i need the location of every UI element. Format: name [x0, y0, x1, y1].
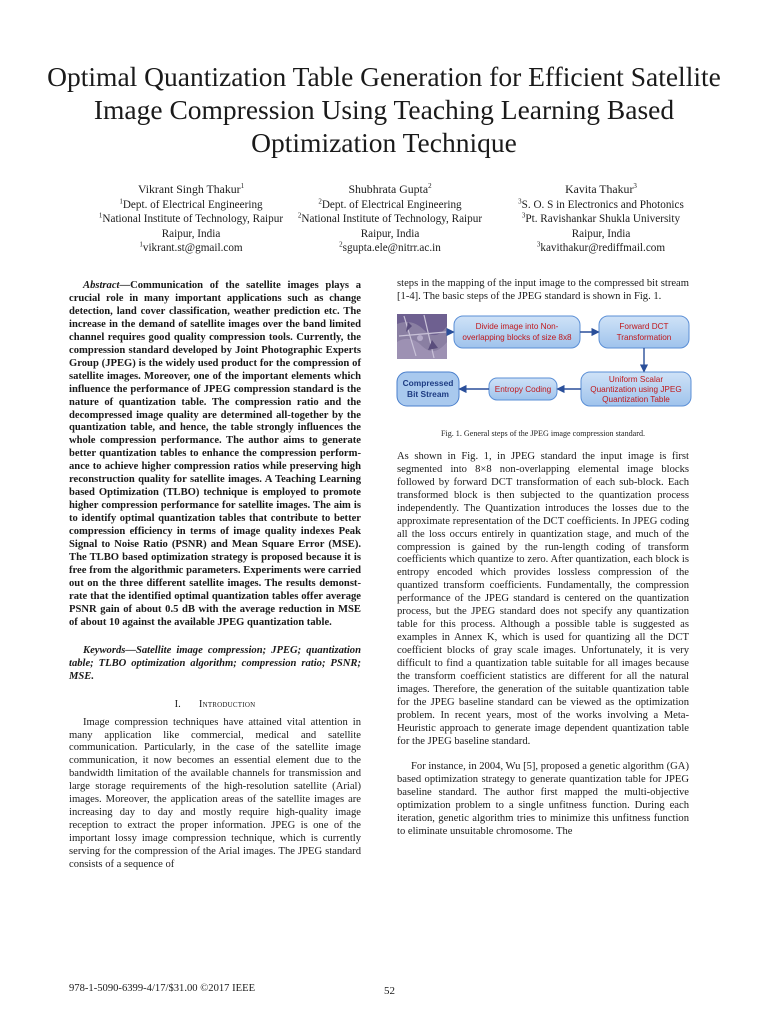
- author-name: Shubhrata Gupta$^2$: [348, 182, 432, 196]
- left-column: [69, 280, 361, 872]
- box-label: Compressed: [402, 377, 454, 388]
- author-block-3: [481, 182, 721, 255]
- author-block-2: [270, 182, 510, 255]
- author-email: $^2$sgupta.ele@nitrr.ac.in: [339, 240, 441, 254]
- box-label: Divide image into Non-: [475, 321, 559, 331]
- copyright-footer: 978-1-5090-6399-4/17/$31.00 ©2017 IEEE: [69, 983, 256, 994]
- author-location: Raipur, India: [360, 227, 420, 240]
- jpeg-steps-diagram: [394, 312, 692, 422]
- paper-title: Optimal Quantization Table Generation for Efficient Satellite Image Compression Using Teaching Learning Based Optimization Technique: [47, 61, 721, 158]
- satellite-image-thumbnail: [397, 314, 447, 359]
- body-paragraph: For instance, in 2004, Wu [5], proposed a genetic algorithm (GA) based optimization strategy to generate quantization table for JPEG baseline standard. The author first mapped the multi-objective optimization problem to a single unfitness function. During each iteration, genetic algorithm tries to minimize this unfitness function to eliminate unsuitable chromosome. The: [397, 760, 689, 837]
- author-email: $^3$kavithakur@rediffmail.com: [536, 240, 666, 254]
- figure-caption: Fig. 1. General steps of the JPEG image compression standard.: [440, 428, 646, 438]
- right-column: [397, 278, 689, 839]
- author-location: Raipur, India: [571, 227, 631, 240]
- author-location: Raipur, India: [161, 227, 221, 240]
- box-label: Transformation: [616, 332, 672, 342]
- body-paragraph: As shown in Fig. 1, in JPEG standard the input image is first segmented into 8×8 non-overlapping elemental image blocks followed by forward DCT transformation of each sub-block. Each transformed block is then subjected to the quantization process independently. The Quantization introduces the losses due to the approximate representation of the DCT coefficients. In JPEG coding all the loss occurs entirely in quantization stage, and much of the compression is gained by the run-length coding of transform coefficients which quantize to zero. After quantization, each block is entropy encoded which provides lossless compression of the quantized transform coefficients. Fundamentally, the compression performance of the JPEG standard is centered on the quantization process, but the JPEG standard does not specify any quantization table for this process. Although a possible table is suggested as examples in Annex K, which is used for quantizing all the DCT coefficient blocks of gray scale images. Unfortunately, it is very difficult to find a quantization table suitable for all images because the transform coefficient statistics are different for all the natural images. Therefore, the generation of the suitable quantization table for the JPEG baseline standard can be viewed as the optimization problem. In recent years, most of the works involving a Meta-Heuristic approach to generate image dependent quantization table for the JPEG baseline standard.: [397, 450, 689, 747]
- author-inst: $^1$National Institute of Technology, Raipur: [98, 211, 284, 226]
- box-label: Bit Stream: [407, 388, 449, 399]
- author-name: Kavita Thakur$^3$: [565, 182, 637, 196]
- box-label: Uniform Scalar: [608, 374, 664, 384]
- author-dept: $^2$Dept. of Electrical Engineering: [318, 197, 462, 212]
- body-paragraph: steps in the mapping of the input image to the compressed bit stream [1-4]. The basic steps of the JPEG standard is shown in Fig. 1.: [397, 278, 689, 302]
- figure-1: [394, 312, 692, 422]
- author-email: $^1$vikrant.st@gmail.com: [139, 240, 243, 254]
- page-number: 52: [384, 985, 395, 997]
- box-label: overlapping blocks of size 8x8: [462, 332, 572, 342]
- author-inst: $^3$Pt. Ravishankar Shukla University: [521, 211, 681, 226]
- author-dept: $^3$S. O. S in Electronics and Photonics: [518, 197, 684, 212]
- keywords: Keywords—Satellite image compression; JPEG; quantization table; TLBO optimization algorithm; compression ratio; PSNR; MSE.: [69, 644, 361, 682]
- author-inst: $^2$National Institute of Technology, Raipur: [297, 211, 483, 226]
- author-name: Vikrant Singh Thakur$^1$: [137, 182, 245, 196]
- abstract: Abstract—Communication of the satellite images plays a crucial role in many important applications such as change detection, land cover classification, weather prediction etc. The increase in the demand of satellite images over the band limited channel requires good quality compression tools. Currently, the compression standard developed by Joint Photographic Experts Group (JPEG) is the widely used product for the compression of satellite images. Moreover, one of the important elements which influence the performance of JPEG compression standard is the nature of quantization table. The compression ratio and the decompressed image quality are determined all-together by the quantization table, and hence, the table strongly influences the whole compression performance. The author aims to generate better quantization tables to enhance the compression perform-ance to achieve higher compression ratios while preserving high reconstruction quality for satellite images. A Teaching Learning based Optimization (TLBO) technique is employed to promote higher compression performance for satellite images. The aim is to identify optimal quantization tables that contribute to better compression efficiency in terms of image quality indexes Peak Signal to Noise Ratio (PSNR) and Mean Square Error (MSE). The TLBO based optimization strategy is proposed because it is free from the algorithmic parameters. Experiments were carried out on the three different satellite images. The results demonst-rate that the identified optimal quantization tables offer average PSNR gain of about 0.5 dB with the average reduction in MSE of about 10 against the available JPEG quantization table.: [69, 280, 361, 628]
- section-heading: I. Introduction: [174, 698, 256, 710]
- intro-paragraph: Image compression techniques have attained vital attention in many application like commercial, medical and satellite communication. Particularly, in the case of the satellite image communication, it now becomes an essential element due to the bandwidth limitation of the available channels for transmission and large storage requirements of the high-resolution satellite (Arial) images. Moreover, the application areas of the satellite images are increasing day to day and mostly require high-quality image reception to extract the proper information. JPEG is one of the important lossy image compression technique, which is currently serving for the compression of the Arial images. The JPEG standard consists of a sequence of: [69, 716, 361, 871]
- box-label: Quantization using JPEG: [590, 384, 682, 394]
- box-label: Forward DCT: [619, 321, 669, 331]
- box-label: Quantization Table: [602, 394, 670, 404]
- box-label: Entropy Coding: [494, 384, 552, 394]
- author-dept: $^1$Dept. of Electrical Engineering: [119, 197, 263, 212]
